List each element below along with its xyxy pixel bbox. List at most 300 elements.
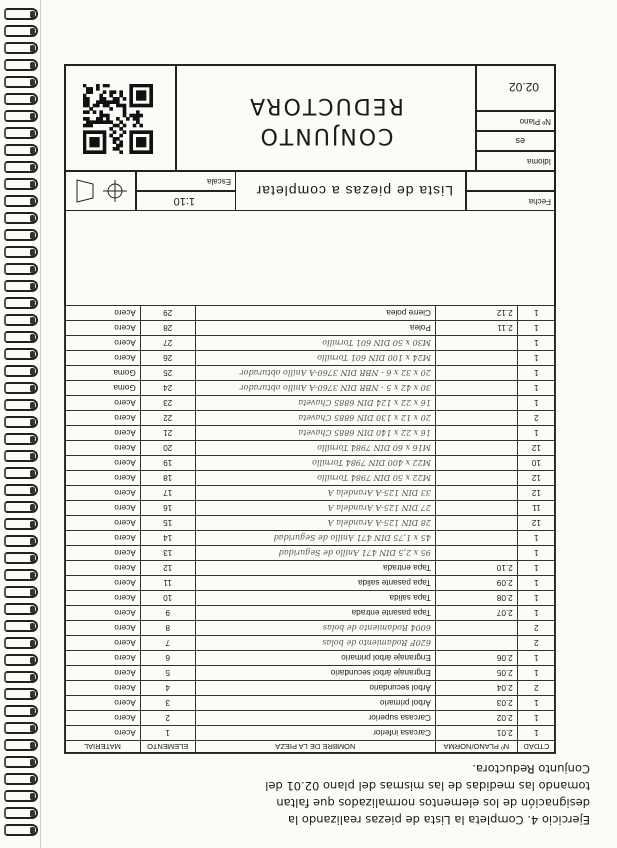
qr-module [123,104,127,108]
binding-hole [30,453,35,460]
row-material: Acero [65,531,141,546]
qr-module [93,144,97,148]
qr-module [106,120,110,124]
binding-hole [30,232,35,239]
row-qty: 1 [517,696,555,711]
qr-module [133,114,137,118]
qr-module [99,117,103,121]
table-row [65,621,556,636]
row-element: 14 [140,531,195,546]
qr-module [139,97,143,101]
qr-module [83,84,86,87]
row-qty: 10 [517,456,555,471]
row-plano: 2.05 [435,666,517,681]
row-plano [435,516,517,531]
row-element: 25 [140,366,195,381]
row-material: Acero [65,516,141,531]
table-row [65,651,556,666]
row-material: Acero [65,396,141,411]
row-name: 20 x 12 x 130 DIN 6885 Chaveta [195,411,435,426]
qr-module [103,120,107,124]
binding-hole [30,283,35,290]
binding-hole [30,538,35,545]
binding-hole [30,181,35,188]
qr-module [106,84,110,87]
row-element: 3 [140,696,195,711]
qr-module [139,124,143,128]
binding-hole [30,487,35,494]
qr-module [106,117,110,121]
binding-hole [30,351,35,358]
row-material: Goma [65,366,141,381]
fecha-label: Fecha [528,197,551,206]
qr-module [116,144,120,148]
row-element: 15 [140,516,195,531]
row-name: Carcasa superior [195,711,435,726]
qr-module [96,140,100,144]
row-material: Acero [65,621,141,636]
qr-module [133,130,137,134]
binding-hole [30,147,35,154]
qr-module [123,130,127,134]
row-plano: 2.08 [435,591,517,606]
binding-hole [30,606,35,613]
row-element: 18 [140,471,195,486]
row-material: Acero [65,501,141,516]
row-name: Árbol primario [195,696,435,711]
drawing-sheet [64,64,556,754]
qr-module [116,124,120,128]
row-qty: 1 [517,426,555,441]
row-qty: 12 [517,471,555,486]
table-row [65,456,556,471]
row-plano [435,411,517,426]
qr-module [149,150,153,154]
row-plano: 2.03 [435,696,517,711]
qr-module [103,137,107,141]
table-row [65,486,556,501]
qr-module [143,94,147,98]
qr-module [136,130,140,134]
plano-label: Nº Plano [519,117,551,126]
qr-module [103,114,107,118]
qr-module [89,144,93,148]
table-row [65,306,556,321]
qr-module [139,137,143,141]
table-row [65,471,556,486]
row-name: Cierre polea [195,306,435,321]
binding-hole [30,164,35,171]
qr-module [149,144,153,148]
qr-module [83,94,86,98]
row-plano [435,396,517,411]
qr-module [116,147,120,151]
row-material: Acero [65,471,141,486]
title-block [64,64,556,211]
qr-module [123,107,127,111]
row-name: Engranaje árbol secundario [195,666,435,681]
qr-module [116,117,120,121]
idioma-cell [476,151,556,171]
qr-module [83,137,86,141]
row-qty: 1 [517,351,555,366]
qr-module [83,134,86,138]
row-qty: 1 [517,561,555,576]
row-element: 10 [140,591,195,606]
qr-module [99,120,103,124]
row-plano [435,336,517,351]
binding-hole [30,810,35,817]
plano-value: 02.02 [508,80,539,94]
qr-module [103,97,107,101]
row-material: Acero [65,306,141,321]
binding-hole [30,827,35,834]
row-name: 27 DIN 125-A Arandela A [195,501,435,516]
row-plano: 2.09 [435,576,517,591]
qr-module [119,90,123,94]
qr-module [86,150,90,154]
row-material: Acero [65,456,141,471]
row-qty: 2 [517,681,555,696]
qr-module [136,144,140,148]
qr-module [96,104,100,108]
qr-module [133,124,137,128]
qr-module [103,134,107,138]
row-element: 16 [140,501,195,516]
qr-module [109,94,113,98]
qr-module [129,150,133,154]
row-material: Acero [65,411,141,426]
title-line1: CONJUNTO [258,123,394,148]
table-row [65,576,556,591]
qr-module [143,137,147,141]
qr-module [89,150,93,154]
binding-hole [30,623,35,630]
binding-hole [30,249,35,256]
table-row [65,636,556,651]
row-element: 7 [140,636,195,651]
row-element: 22 [140,411,195,426]
binding-hole [30,793,35,800]
header-element: ELEMENTO [140,741,195,754]
qr-module [143,84,147,87]
qr-module [99,94,103,98]
qr-module [116,137,120,141]
table-row [65,381,556,396]
row-material: Acero [65,336,141,351]
qr-module [136,94,140,98]
qr-module [86,100,90,104]
qr-module [149,147,153,151]
row-plano [435,456,517,471]
row-name: M22 x 400 DIN 7984 Tornillo [195,456,435,471]
binding-hole [30,691,35,698]
table-row [65,561,556,576]
qr-module [96,137,100,141]
table-row [65,351,556,366]
qr-module [83,147,86,151]
row-name: 28 DIN 125-A Arandela A [195,516,435,531]
binding-hole [30,708,35,715]
binding-hole [30,385,35,392]
qr-module [99,97,103,101]
row-element: 28 [140,321,195,336]
binding-hole [30,402,35,409]
row-plano [435,426,517,441]
row-material: Acero [65,606,141,621]
qr-module [143,150,147,154]
qr-module [123,110,127,114]
row-name: 20 x 32 x 6 - NBR DIN 3760-A Anillo obturador [195,366,435,381]
idioma-value: es [515,136,525,146]
table-row [65,726,556,741]
qr-module [139,94,143,98]
table-row [65,396,556,411]
header-material: MATERIAL [65,741,141,754]
row-name: M22 x 50 DIN 7984 Tornillo [195,471,435,486]
qr-module [93,120,97,124]
row-name: 45 x 1,75 DIN 471 Anillo de Seguridad [195,531,435,546]
qr-module [136,150,140,154]
qr-module [83,104,86,108]
qr-module [116,97,120,101]
qr-module [143,144,147,148]
row-qty: 12 [517,441,555,456]
escala-value: 1:10 [173,195,195,207]
qr-module [96,84,100,87]
row-plano [435,636,517,651]
qr-module [136,97,140,101]
qr-module [139,84,143,87]
qr-module [106,104,110,108]
qr-module [86,97,90,101]
binding-hole [30,113,35,120]
projection-symbol [64,171,136,211]
title-cell [176,64,476,171]
row-plano [435,546,517,561]
binding-hole [30,521,35,528]
qr-module [86,90,90,94]
qr-module [113,130,117,134]
plano-value-cell [476,64,556,111]
row-qty: 1 [517,651,555,666]
qr-module [93,140,97,144]
row-element: 2 [140,711,195,726]
row-plano: 2.04 [435,681,517,696]
qr-module [136,140,140,144]
qr-module [103,147,107,151]
row-material: Acero [65,546,141,561]
qr-module [113,100,117,104]
table-row [65,591,556,606]
binding-hole [30,470,35,477]
qr-module [133,104,137,108]
qr-module [119,104,123,108]
qr-module [103,90,107,94]
qr-module [109,100,113,104]
qr-module [129,114,133,118]
qr-module [136,84,140,87]
binding-hole [30,11,35,18]
qr-module [143,97,147,101]
qr-module [126,117,130,121]
row-qty: 2 [517,621,555,636]
qr-module [149,97,153,101]
qr-module [83,117,86,121]
qr-module [89,87,93,91]
row-material: Acero [65,681,141,696]
qr-module [83,110,86,114]
binding-hole [30,215,35,222]
row-name: 16 x 22 x 124 DIN 6885 Chaveta [195,396,435,411]
title-line2: REDUCTORA [248,93,404,118]
paper-edge [40,0,41,848]
row-material: Acero [65,561,141,576]
binding-hole [30,572,35,579]
qr-module [143,90,147,94]
row-qty: 1 [517,576,555,591]
qr-module [119,120,123,124]
row-plano: 2.01 [435,726,517,741]
qr-module [149,90,153,94]
row-element: 6 [140,651,195,666]
subtitle: Lista de piezas a completar [255,183,453,199]
row-element: 5 [140,666,195,681]
table-row [65,411,556,426]
qr-module [119,144,123,148]
qr-module [149,130,153,134]
qr-module [103,150,107,154]
qr-module [109,127,113,131]
binding-hole [30,62,35,69]
qr-module [96,117,100,121]
qr-module [96,87,100,91]
row-qty: 1 [517,381,555,396]
qr-module [119,150,123,154]
row-plano: 2.02 [435,711,517,726]
row-element: 26 [140,351,195,366]
qr-module [139,114,143,118]
row-qty: 1 [517,711,555,726]
qr-module [96,144,100,148]
qr-module [86,120,90,124]
escala-value-cell [136,191,236,211]
table-row [65,666,556,681]
row-element: 9 [140,606,195,621]
row-qty: 1 [517,726,555,741]
binding-hole [30,266,35,273]
parts-list-table [64,305,556,754]
table-row [65,501,556,516]
qr-module [106,114,110,118]
row-element: 4 [140,681,195,696]
row-plano [435,471,517,486]
qr-module [149,140,153,144]
row-name: Árbol secundario [195,681,435,696]
row-element: 1 [140,726,195,741]
qr-module [103,84,107,87]
row-name: Carcasa inferior [195,726,435,741]
table-header-row [65,741,556,754]
fecha-cell [466,191,556,211]
qr-module [139,144,143,148]
exercise-text: Ejercicio 4. Completa la Lista de piezas realizando la designación de los elementos normalizados que faltan tomando las medidas de las mismas del plano 02.01 del Conjunto Reductora. [265,762,590,827]
row-plano [435,501,517,516]
qr-module [89,130,93,134]
qr-module [83,100,86,104]
qr-module [149,104,153,108]
qr-module [96,130,100,134]
qr-module [113,140,117,144]
qr-module [116,104,120,108]
table-row [65,516,556,531]
qr-module [133,150,137,154]
table-row [65,546,556,561]
qr-module [86,130,90,134]
qr-module [146,130,150,134]
binding-hole [30,436,35,443]
qr-module [93,104,97,108]
row-material: Acero [65,486,141,501]
qr-module [129,94,133,98]
qr-module [123,114,127,118]
binding-hole [30,742,35,749]
row-element: 17 [140,486,195,501]
binding-hole [30,555,35,562]
binding-hole [30,334,35,341]
qr-module [119,94,123,98]
qr-module [103,130,107,134]
binding-hole [30,419,35,426]
qr-module [83,124,86,128]
row-name: 33 DIN 125-A Arandela A [195,486,435,501]
row-plano [435,621,517,636]
qr-module [129,100,133,104]
qr-module [129,84,133,87]
qr-module [86,104,90,108]
row-material: Acero [65,636,141,651]
qr-module [83,140,86,144]
row-qty: 1 [517,321,555,336]
qr-module [103,144,107,148]
row-material: Acero [65,696,141,711]
row-element: 21 [140,426,195,441]
qr-module [89,137,93,141]
qr-module [106,100,110,104]
qr-module [136,110,140,114]
binding-hole [30,45,35,52]
row-name: M16 x 60 DIN 7984 Tornillo [195,441,435,456]
binding-hole [30,657,35,664]
binding-hole [30,130,35,137]
binding-hole [30,79,35,86]
qr-module [149,94,153,98]
idioma-label: Idioma [526,157,551,166]
qr-module [136,104,140,108]
row-qty: 12 [517,516,555,531]
row-plano: 2.07 [435,606,517,621]
qr-module [109,134,113,138]
qr-module [96,100,100,104]
qr-module [129,104,133,108]
table-row [65,606,556,621]
row-material: Acero [65,441,141,456]
qr-module [86,117,90,121]
binding-hole [30,300,35,307]
row-qty: 1 [517,396,555,411]
row-qty: 1 [517,531,555,546]
row-name: Engranaje árbol primario [195,651,435,666]
